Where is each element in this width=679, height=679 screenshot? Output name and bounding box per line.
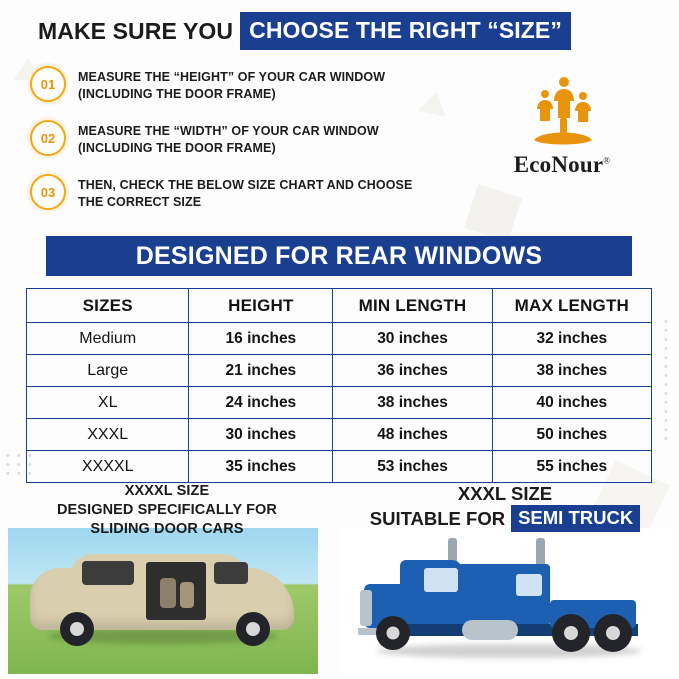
table-cell-max-length: 40 inches: [492, 387, 651, 419]
truck-sleeper-window: [516, 574, 542, 596]
table-row: [27, 419, 652, 451]
van-window: [82, 561, 134, 585]
table-cell-size: Large: [27, 355, 189, 387]
table-header-cell: MAX LENGTH: [492, 289, 651, 323]
step-text: MEASURE THE “HEIGHT” OF YOUR CAR WINDOW (INCLUDING THE DOOR FRAME): [78, 70, 386, 101]
page-title-highlight: CHOOSE THE RIGHT “SIZE”: [240, 12, 571, 50]
decor-square: [464, 184, 522, 242]
left-caption: [12, 482, 322, 539]
table-cell-min-length: 30 inches: [333, 323, 492, 355]
van-seat: [160, 578, 176, 608]
table-cell-max-length: 50 inches: [492, 419, 651, 451]
table-cell-min-length: 53 inches: [333, 451, 492, 483]
table-row: [27, 387, 652, 419]
table-cell-height: 16 inches: [189, 323, 333, 355]
page-title: [38, 14, 649, 48]
table-cell-height: 30 inches: [189, 419, 333, 451]
left-caption-line2: DESIGNED SPECIFICALLY FOR: [56, 502, 278, 518]
table-cell-height: 35 inches: [189, 451, 333, 483]
truck-grille: [360, 590, 372, 626]
truck-wheel: [594, 614, 632, 652]
minivan-with-sliding-door-open-photo: [8, 528, 318, 674]
table-cell-size: XXXXL: [27, 451, 189, 483]
table-cell-min-length: 36 inches: [333, 355, 492, 387]
van-wheel: [236, 612, 270, 646]
step-text: MEASURE THE “WIDTH” OF YOUR CAR WINDOW (INCLUDING THE DOOR FRAME): [78, 124, 379, 155]
table-header-cell: HEIGHT: [189, 289, 333, 323]
table-row: [27, 451, 652, 483]
brand-name-text: EcoNour: [513, 152, 604, 177]
size-chart-table: [26, 288, 652, 483]
van-window: [214, 562, 248, 584]
instruction-steps: [30, 66, 430, 228]
left-caption-line3: SLIDING DOOR CARS: [90, 521, 244, 537]
table-cell-size: XL: [27, 387, 189, 419]
van-seat: [180, 582, 194, 608]
van-open-door-interior: [146, 562, 206, 620]
truck-fuel-tank: [462, 620, 518, 640]
step-number-badge: 01: [30, 66, 66, 102]
right-caption-plain: SUITABLE FOR: [369, 508, 506, 529]
brand-name: [487, 152, 637, 178]
van-wheel: [60, 612, 94, 646]
table-cell-height: 21 inches: [189, 355, 333, 387]
blue-semi-truck-photo: [340, 528, 672, 674]
rear-windows-banner: DESIGNED FOR REAR WINDOWS: [46, 236, 632, 276]
truck-wheel: [376, 616, 410, 650]
decor-dots: • • • • • • • • • • • • • •: [664, 316, 670, 445]
brand-logo: [487, 74, 637, 178]
table-cell-max-length: 55 inches: [492, 451, 651, 483]
table-cell-max-length: 38 inches: [492, 355, 651, 387]
registered-mark: ®: [603, 155, 611, 166]
size-chart-table-wrapper: [26, 288, 652, 483]
truck-wheel: [552, 614, 590, 652]
econour-people-tree-logo-icon: [514, 74, 610, 150]
table-header-cell: SIZES: [27, 289, 189, 323]
table-cell-min-length: 48 inches: [333, 419, 492, 451]
left-caption-line1: XXXXL SIZE: [124, 483, 210, 499]
step-number-badge: 03: [30, 174, 66, 210]
truck-windshield: [424, 568, 458, 592]
table-row: [27, 355, 652, 387]
right-caption-highlight: SEMI TRUCK: [511, 505, 640, 532]
table-row: [27, 323, 652, 355]
page-title-plain: MAKE SURE YOU: [38, 17, 234, 44]
table-cell-min-length: 38 inches: [333, 387, 492, 419]
table-cell-height: 24 inches: [189, 387, 333, 419]
step-text: THEN, CHECK THE BELOW SIZE CHART AND CHOOSE THE CORRECT SIZE: [78, 178, 413, 209]
step-item: [30, 120, 430, 157]
step-item: [30, 174, 430, 211]
right-caption: [340, 482, 670, 532]
decor-dots: • • • • • • • • •: [6, 450, 34, 480]
right-caption-line1: XXXL SIZE: [457, 483, 553, 504]
table-header-cell: MIN LENGTH: [333, 289, 492, 323]
right-caption-line2: [340, 505, 670, 532]
table-cell-size: Medium: [27, 323, 189, 355]
table-cell-max-length: 32 inches: [492, 323, 651, 355]
table-cell-size: XXXL: [27, 419, 189, 451]
step-number-badge: 02: [30, 120, 66, 156]
table-header-row: [27, 289, 652, 323]
step-item: [30, 66, 430, 103]
